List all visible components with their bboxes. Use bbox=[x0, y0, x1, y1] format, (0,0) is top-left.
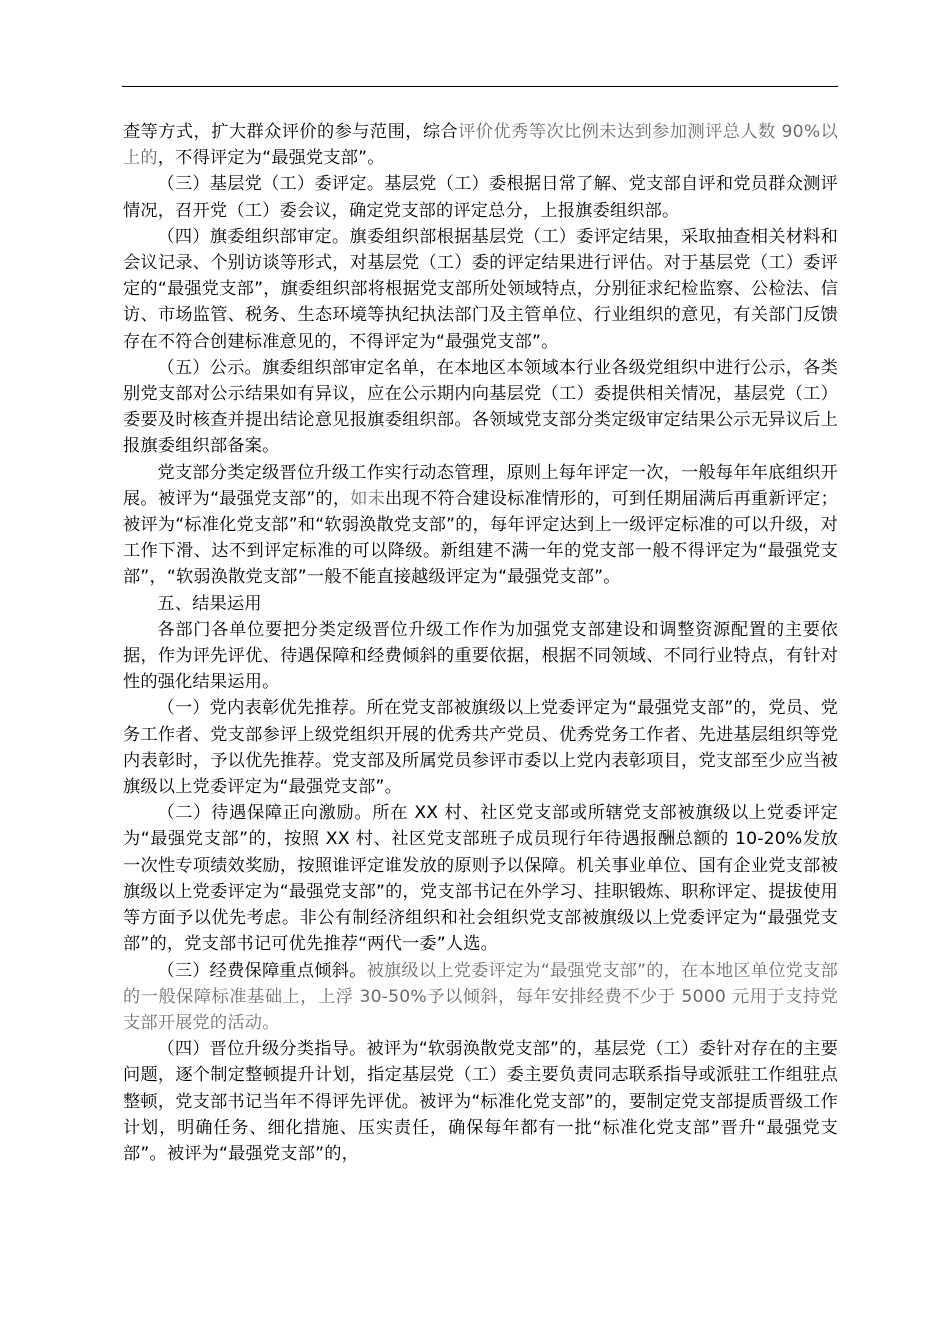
paragraph-10-text-b: 被旗级以上党委评定为“最强党支部”的，在本地区单位党支部的一般保障标准基础上，上浮 30-50%予以倾斜，每年安排经费不少于 5000 元用于支持党支部开展党的活动。 bbox=[123, 960, 838, 1033]
section-heading-5: 五、结果运用 bbox=[157, 593, 262, 614]
paragraph-7: 各部门各单位要把分类定级晋位升级工作作为加强党支部建设和调整资源配置的主要依据，作为评先评优、待遇保障和经费倾斜的重要依据，根据不同领域、不同行业特点，有针对性的强化结果运用。 bbox=[123, 619, 838, 693]
paragraph-5 bbox=[123, 460, 838, 591]
paragraph-1 bbox=[123, 119, 838, 171]
paragraph-10 bbox=[123, 958, 838, 1037]
paragraph-9: （二）待遇保障正向激励。所在 XX 村、社区党支部或所辖党支部被旗级以上党委评定为“最强党支部”的，按照 XX 村、社区党支部班子成员现行年待遇报酬总额的 10-20%发放一次性专项绩效奖励，按照谁评定谁发放的原则予以保障。机关事业单位、国有企业党支部被旗级以上党委评定为“最强党支部”的，党支部书记在外学习、挂职锻炼、职称评定、提拔使用等方面予以优先考虑。非公有制经济组织和社会组织党支部被旗级以上党委评定为“最强党支部”的，党支部书记可优先推荐“两代一委”人选。 bbox=[123, 803, 838, 955]
paragraph-1-text-c: ，不得评定为“最强党支部”。 bbox=[157, 148, 385, 169]
paragraph-5-text-c: 出现不符合建设标准情形的，可到任期届满后再重新评定；被评为“标准化党支部”和“软弱涣散党支部”的，每年评定达到上一级评定标准的可以升级，对工作下滑、达不到评定标准的可以降级。新组建不满一年的党支部一般不得评定为“最强党支部”，“软弱涣散党支部”一般不能直接越级评定为“最强党支部”。 bbox=[123, 488, 838, 588]
paragraph-11: （四）晋位升级分类指导。被评为“软弱涣散党支部”的，基层党（工）委针对存在的主要问题，逐个制定整顿提升计划，指定基层党（工）委主要负责同志联系指导或派驻工作组驻点整顿，党支部书记当年不得评先评优。被评为“标准化党支部”的，要制定党支部提质晋级工作计划，明确任务、细化措施、压实责任，确保每年都有一批“标准化党支部”晋升“最强党支部”。被评为“最强党支部”的， bbox=[123, 1039, 838, 1164]
paragraph-1-text-b: 评价优秀等次比例未达到参加测评总人数 90%以上的 bbox=[123, 122, 838, 169]
document-body bbox=[123, 119, 838, 1167]
paragraph-5-text-b: 如未 bbox=[350, 488, 386, 509]
header-rule bbox=[122, 86, 838, 87]
paragraph-4: （五）公示。旗委组织部审定名单，在本地区本领域本行业各级党组织中进行公示，各类别党支部对公示结果如有异议，应在公示期内向基层党（工）委提供相关情况，基层党（工）委要及时核查并提出结论意见报旗委组织部。各领域党支部分类定级审定结果公示无异议后上报旗委组织部备案。 bbox=[123, 357, 838, 457]
paragraph-2: （三）基层党（工）委评定。基层党（工）委根据日常了解、党支部自评和党员群众测评情况，召开党（工）委会议，确定党支部的评定总分，上报旗委组织部。 bbox=[123, 174, 838, 221]
paragraph-3: （四）旗委组织部审定。旗委组织部根据基层党（工）委评定结果，采取抽查相关材料和会议记录、个别访谈等形式，对基层党（工）委的评定结果进行评估。对于基层党（工）委评定的“最强党支部”，旗委组织部将根据党支部所处领域特点，分别征求纪检监察、公检法、信访、市场监管、税务、生态环境等执纪执法部门及主管单位、行业组织的意见，有关部门反馈存在不符合创建标准意见的，不得评定为“最强党支部”。 bbox=[123, 226, 838, 352]
paragraph-1-text-a: 查等方式，扩大群众评价的参与范围，综合 bbox=[123, 122, 459, 142]
paragraph-10-text-a: （三）经费保障重点倾斜。 bbox=[157, 960, 367, 981]
paragraph-8: （一）党内表彰优先推荐。所在党支部被旗级以上党委评定为“最强党支部”的，党员、党务工作者、党支部参评上级党组织开展的优秀共产党员、优秀党务工作者、先进基层组织等党内表彰时，予以优先推荐。党支部及所属党员参评市委以上党内表彰项目，党支部至少应当被旗级以上党委评定为“最强党支部”。 bbox=[123, 698, 838, 798]
paragraph-5-text-a: 党支部分类定级晋位升级工作实行动态管理，原则上每年评定一次，一般每年年底组织开展。被评为“最强党支部”的， bbox=[123, 462, 838, 509]
